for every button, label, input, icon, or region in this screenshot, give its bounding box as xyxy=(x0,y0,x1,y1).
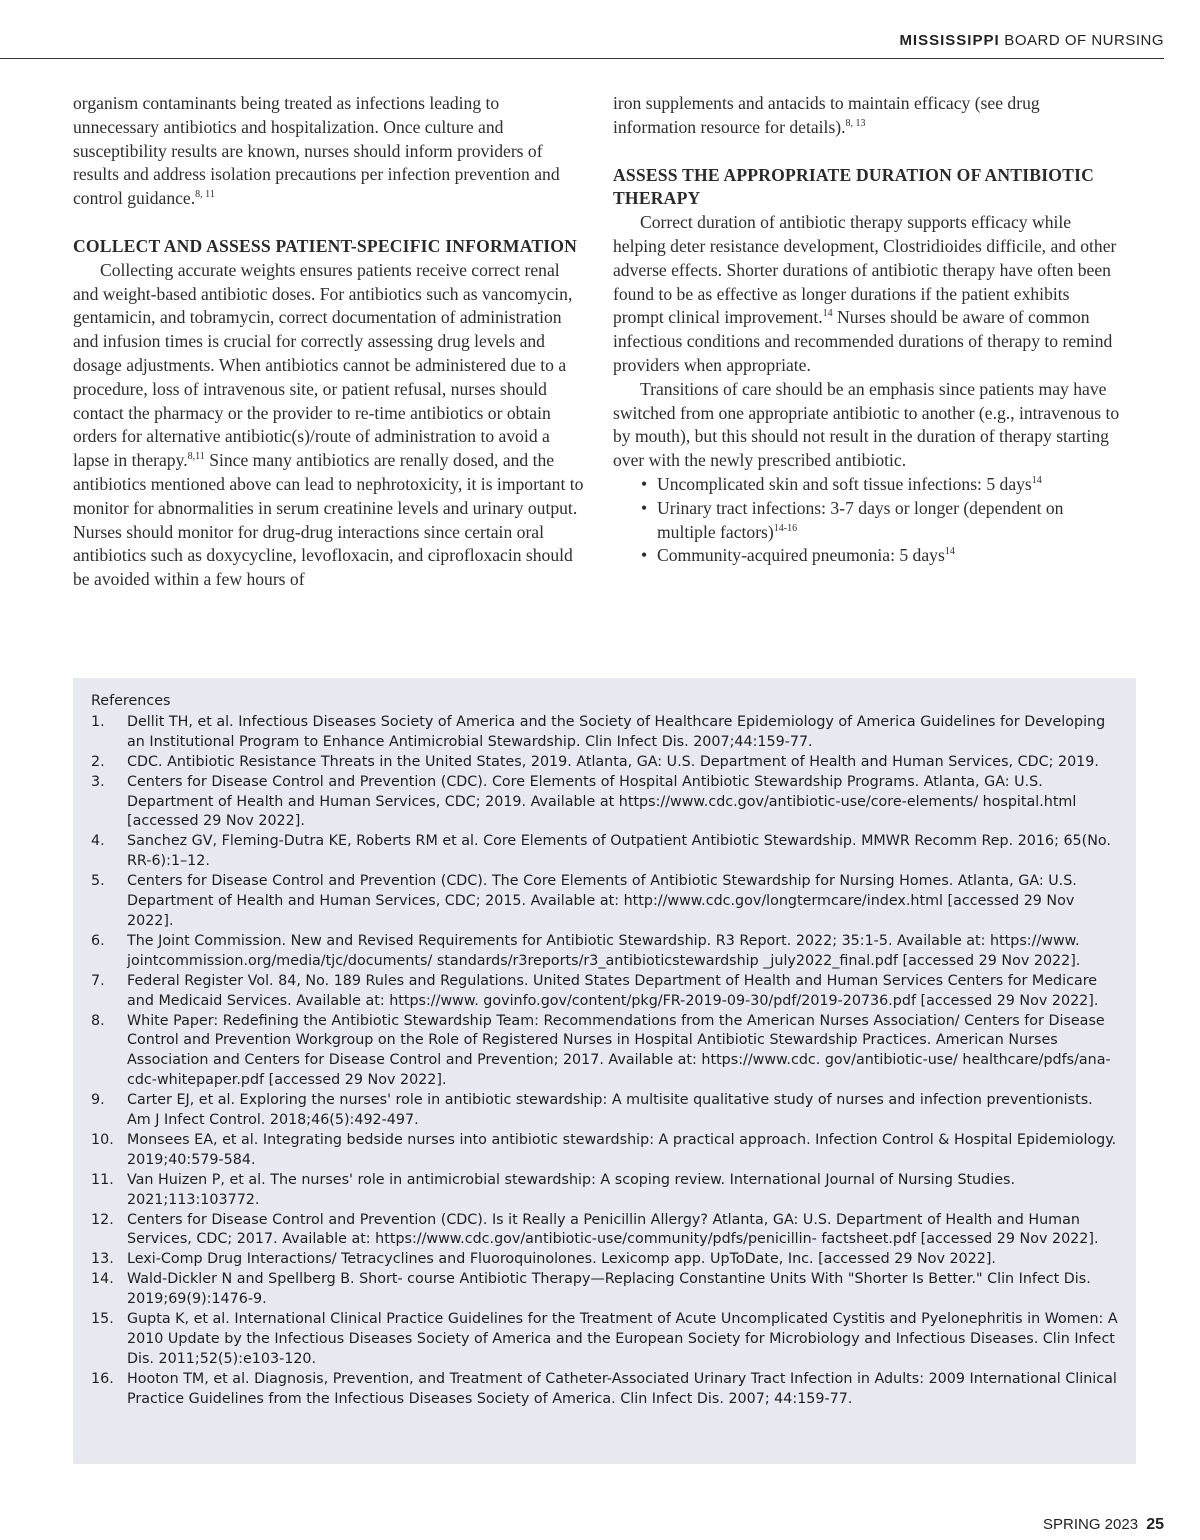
references-title: References xyxy=(91,693,171,709)
reference-item: 13. Lexi-Comp Drug Interactions/ Tetracyclines and Fluoroquinolones. Lexicomp app. UpToDate, Inc. [accessed 29 Nov 2022]. xyxy=(91,1251,996,1268)
reference-item: 15. Gupta K, et al. International Clinical Practice Guidelines for the Treatment of Acute Uncomplicated Cystitis and Pyelonephritis in Women: A 2010 Update by the Infectious Diseases Society of America and the European Society for Microbiology and Infectious Diseases. Clin Infect Dis. 2011;52(5):e103-120. xyxy=(91,1311,1118,1367)
issue-label: SPRING 2023 xyxy=(1042,1516,1139,1533)
header-title: BOARD OF NURSING xyxy=(999,32,1164,49)
reference-item: 1. Dellit TH, et al. Infectious Diseases Society of America and the Society of Healthcare Epidemiology of America Guidelines for Developing an Institutional Program to Enhance Antimicrobial Stewardship. Clin Infect Dis. 2007;44:159-77. xyxy=(91,713,1106,750)
citation: 8,11 xyxy=(187,451,205,463)
reference-item: 14. Wald-Dickler N and Spellberg B. Short- course Antibiotic Therapy—Replacing Constantine Units With "Shorter Is Better." Clin Infect Dis. 2019;69(9):1476-9. xyxy=(91,1271,1091,1308)
page-footer xyxy=(1043,1516,1164,1534)
reference-item: 11. Van Huizen P, et al. The nurses' role in antimicrobial stewardship: A scoping review. International Journal of Nursing Studies. 2021;113:103772. xyxy=(91,1171,1016,1208)
reference-item: 4. Sanchez GV, Fleming-Dutra KE, Roberts RM et al. Core Elements of Outpatient Antibiotic Stewardship. MMWR Recomm Rep. 2016; 65(No. RR-6):1–12. xyxy=(91,833,1111,870)
list-item: • Uncomplicated skin and soft tissue infections: 5 days$^{14}$ xyxy=(641,473,1121,497)
citation: 8, 13 xyxy=(845,117,866,129)
reference-item: 9. Carter EJ, et al. Exploring the nurses' role in antibiotic stewardship: A multisite qualitative study of nurses and infection preventionists. Am J Infect Control. 2018;46(5):492-497. xyxy=(91,1092,1093,1129)
reference-item: 7. Federal Register Vol. 84, No. 189 Rules and Regulations. United States Department of Health and Human Services Centers for Medicare and Medicaid Services. Available at: https://www. govinfo.gov/content/pkg/FR-2019-09-30/pdf/2019-20736.pdf [accessed 29 Nov 2022]. xyxy=(91,972,1099,1009)
header-divider xyxy=(0,58,1164,59)
left-paragraph-1: organism contaminants being treated as infections leading to unnecessary antibiotics and hospitalization. Once culture and susceptibility results are known, nurses should inform providers of results and address isolation precautions per infection prevention and control guidance.$^{8, 11}$ xyxy=(73,93,560,209)
citation: 14 xyxy=(822,308,833,320)
reference-item: 16. Hooton TM, et al. Diagnosis, Prevention, and Treatment of Catheter-Associated Urinary Tract Infection in Adults: 2009 International Clinical Practice Guidelines from the Infectious Diseases Society of America. Clin Infect Dis. 2007; 44:159-77. xyxy=(91,1370,1117,1407)
right-paragraph-1: iron supplements and antacids to maintain efficacy (see drug information resource for details).$^{8, 13}$ xyxy=(613,93,1040,137)
left-column xyxy=(73,92,588,592)
right-column xyxy=(613,92,1121,568)
list-item: • Community-acquired pneumonia: 5 days$^{14}$ xyxy=(641,544,1121,568)
reference-item: 5. Centers for Disease Control and Prevention (CDC). The Core Elements of Antibiotic Stewardship for Nursing Homes. Atlanta, GA: U.S. Department of Health and Human Services, CDC; 2015. Available at: http://www.cdc.gov/longtermcare/index.html [accessed 29 Nov 2022]. xyxy=(91,873,1077,929)
section-heading-duration: ASSESS THE APPROPRIATE DURATION OF ANTIBIOTIC THERAPY xyxy=(613,164,1095,209)
list-item: • Urinary tract infections: 3-7 days or longer (dependent on multiple factors)$^{14-16}$ xyxy=(641,497,1121,545)
reference-item: 12. Centers for Disease Control and Prevention (CDC). Is it Really a Penicillin Allergy? Atlanta, GA: U.S. Department of Health and Human Services, CDC; 2017. Available at: https://www.cdc.gov/antibiotic-use/community/pdfs/penicillin- factsheet.pdf [accessed 29 Nov 2022]. xyxy=(91,1211,1099,1248)
reference-item: 10. Monsees EA, et al. Integrating bedside nurses into antibiotic stewardship: A practical approach. Infection Control & Hospital Epidemiology. 2019;40:579-584. xyxy=(91,1131,1117,1168)
citation: 8, 11 xyxy=(195,189,215,201)
left-paragraph-2: Collecting accurate weights ensures patients receive correct renal and weight-based antibiotic doses. For antibiotics such as vancomycin, gentamicin, and tobramycin, correct documentation of administration and infusion times is crucial for correctly assessing drug levels and dosage adjustments. When antibiotics cannot be administered due to a procedure, loss of intravenous site, or patient refusal, nurses should contact the pharmacy or the provider to re-time antibiotics or obtain orders for alternative antibiotic(s)/route of administration to avoid a lapse in therapy.$^{8,11}$ Since many antibiotics are renally dosed, and the antibiotics mentioned above can lead to nephrotoxicity, it is important to monitor for abnormalities in serum creatinine levels and urinary output. Nurses should monitor for drug-drug interactions since certain oral antibiotics such as doxycycline, levofloxacin, and ciprofloxacin should be avoided within a few hours of xyxy=(73,259,584,590)
right-paragraph-2: Correct duration of antibiotic therapy supports efficacy while helping deter resistance development, Clostridioides difficile, and other adverse effects. Shorter durations of antibiotic therapy have often been found to be as effective as longer durations if the patient exhibits prompt clinical improvement.$^{14}$ Nurses should be aware of common infectious conditions and recommended durations of therapy to remind providers when appropriate. xyxy=(613,212,1117,375)
reference-item: 8. White Paper: Redefining the Antibiotic Stewardship Team: Recommendations from the American Nurses Association/ Centers for Disease Control and Prevention Workgroup on the Role of Registered Nurses in Hospital Antibiotic Stewardship Practices. American Nurses Association and Centers for Disease Control and Prevention; 2017. Available at: https://www.cdc. gov/antibiotic-use/ healthcare/pdfs/ana-cdc-whitepaper.pdf [accessed 29 Nov 2022]. xyxy=(91,1012,1111,1089)
page-number: 25 xyxy=(1146,1516,1164,1533)
section-heading-collect: COLLECT AND ASSESS PATIENT-SPECIFIC INFORMATION xyxy=(73,235,578,256)
header-brand: MISSISSIPPI xyxy=(899,32,1000,49)
right-paragraph-3: Transitions of care should be an emphasis since patients may have switched from one appropriate antibiotic to another (e.g., intravenous to by mouth), but this should not result in the duration of therapy starting over with the newly prescribed antibiotic. xyxy=(613,378,1120,471)
references-box xyxy=(73,678,1136,1464)
running-header xyxy=(899,32,1164,49)
duration-list xyxy=(613,473,1121,568)
references-list xyxy=(91,713,1118,1410)
reference-item: 2. CDC. Antibiotic Resistance Threats in the United States, 2019. Atlanta, GA: U.S. Department of Health and Human Services, CDC; 2019. xyxy=(91,753,1099,770)
reference-item: 6. The Joint Commission. New and Revised Requirements for Antibiotic Stewardship. R3 Report. 2022; 35:1-5. Available at: https://www. jointcommission.org/media/tjc/documents/ standards/r3reports/r3_antibioticstewardship _july2022_final.pdf [accessed 29 Nov 2022]. xyxy=(91,932,1081,969)
reference-item: 3. Centers for Disease Control and Prevention (CDC). Core Elements of Hospital Antibiotic Stewardship Programs. Atlanta, GA: U.S. Department of Health and Human Services, CDC; 2019. Available at https://www.cdc.gov/antibiotic-use/core-elements/ hospital.html [accessed 29 Nov 2022]. xyxy=(91,773,1077,830)
